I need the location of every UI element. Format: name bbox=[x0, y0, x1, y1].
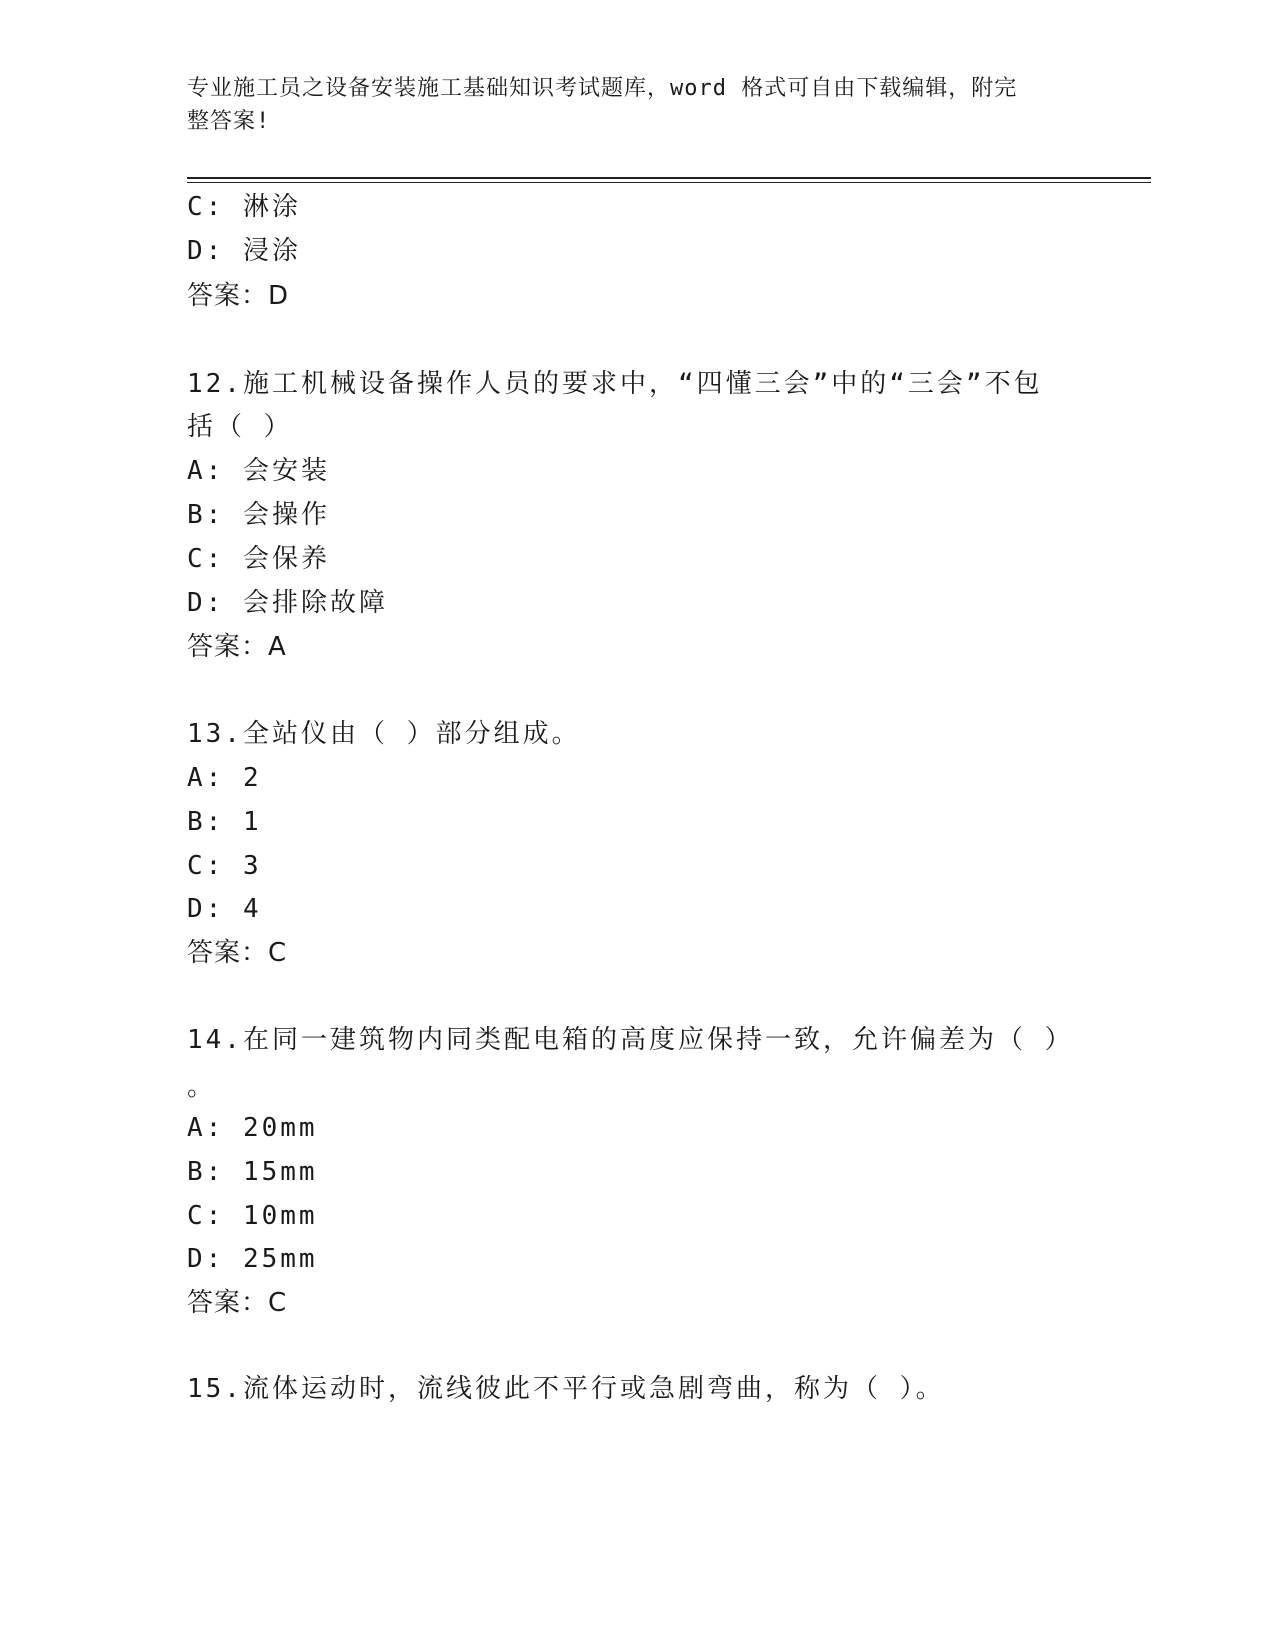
q15-question-line-1: 15.流体运动时，流线彼此不平行或急剧弯曲，称为（ ）。 bbox=[187, 1374, 945, 1404]
header-line-2: 整答案! bbox=[187, 109, 271, 134]
q14-answer: 答案：C bbox=[187, 1288, 288, 1318]
prev-option-d: D: 浸涂 bbox=[187, 236, 301, 266]
q14-option-d: D: 25mm bbox=[187, 1244, 318, 1274]
q14-option-b: B: 15mm bbox=[187, 1157, 318, 1187]
prev-option-c: C: 淋涂 bbox=[187, 192, 301, 222]
q12-option-c: C: 会保养 bbox=[187, 544, 330, 574]
header-line-1: 专业施工员之设备安装施工基础知识考试题库，word 格式可自由下载编辑，附完 bbox=[187, 76, 1018, 101]
q13-option-c: C: 3 bbox=[187, 851, 262, 881]
q14-option-c: C: 10mm bbox=[187, 1201, 318, 1231]
q13-option-a: A: 2 bbox=[187, 763, 262, 793]
q13-question-line-1: 13.全站仪由（ ）部分组成。 bbox=[187, 719, 581, 749]
document-header bbox=[187, 72, 1067, 138]
q13-answer: 答案：C bbox=[187, 938, 288, 968]
q13-option-b: B: 1 bbox=[187, 807, 262, 837]
q12-question-line-2: 括（ ） bbox=[187, 412, 293, 442]
q12-option-d: D: 会排除故障 bbox=[187, 588, 388, 618]
q13-option-d: D: 4 bbox=[187, 894, 262, 924]
q14-question-line-1: 14.在同一建筑物内同类配电箱的高度应保持一致，允许偏差为（ ） bbox=[187, 1025, 1074, 1055]
header-divider-thin bbox=[187, 182, 1151, 183]
q14-question-line-2: 。 bbox=[187, 1072, 217, 1102]
prev-answer: 答案：D bbox=[187, 281, 290, 311]
header-divider-thick bbox=[187, 177, 1151, 179]
q12-option-b: B: 会操作 bbox=[187, 500, 330, 530]
q14-option-a: A: 20mm bbox=[187, 1113, 318, 1143]
q12-question-line-1: 12.施工机械设备操作人员的要求中，“四懂三会”中的“三会”不包 bbox=[187, 369, 1043, 399]
q12-answer: 答案：A bbox=[187, 632, 287, 662]
q12-option-a: A: 会安装 bbox=[187, 456, 330, 486]
